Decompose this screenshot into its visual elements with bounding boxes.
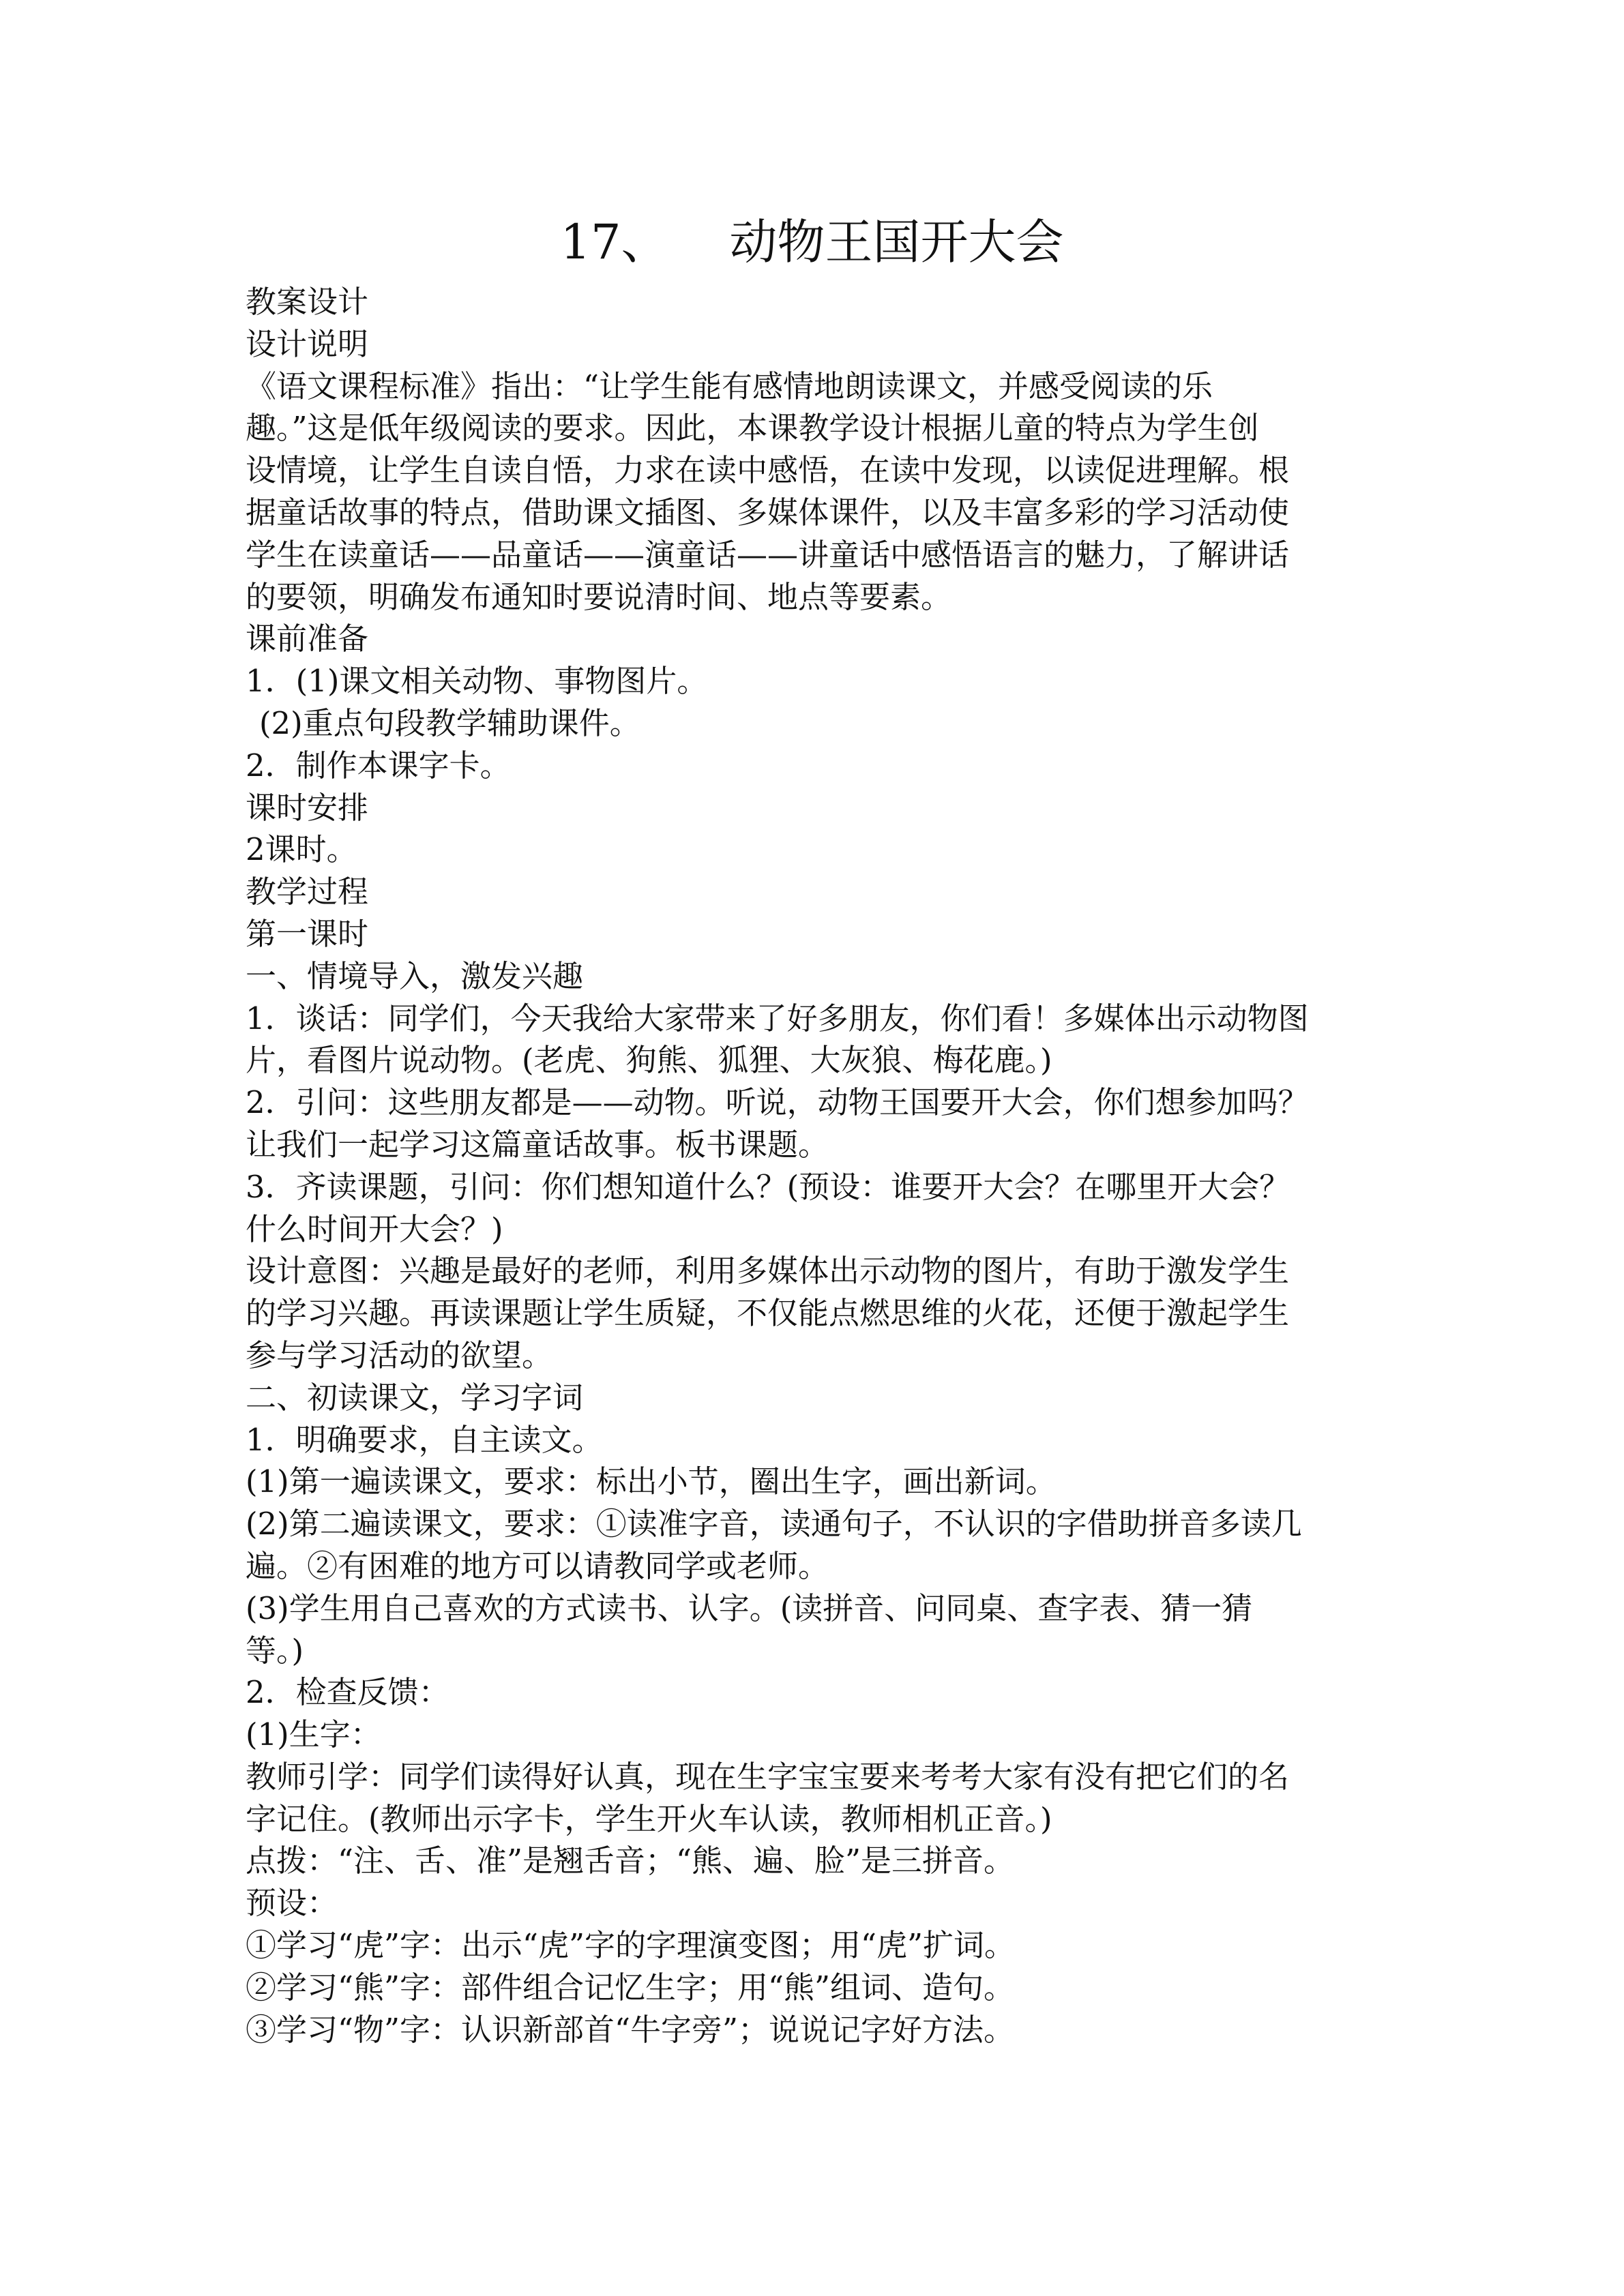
text-line: 什么时间开大会？) (246, 1210, 503, 1247)
text-line: (1)第一遍读课文，要求：标出小节，圈出生字，画出新词。 (246, 1463, 1057, 1500)
text-line: 课前准备 (246, 621, 369, 657)
text-line: (2)重点句段教学辅助课件。 (259, 704, 640, 741)
text-line: 2．引问：这些朋友都是——动物。听说，动物王国要开大会，你们想参加吗？ (246, 1084, 1309, 1121)
text-line: 趣。”这是低年级阅读的要求。因此，本课教学设计根据儿童的特点为学生创 (246, 410, 1259, 447)
text-line: 1．明确要求，自主读文。 (246, 1421, 603, 1458)
text-line: 教学过程 (246, 874, 369, 910)
text-line: 预设： (246, 1885, 338, 1922)
text-line: 2课时。 (246, 831, 357, 868)
text-line: 1．(1)课文相关动物、事物图片。 (246, 663, 708, 700)
text-line: 教案设计 (246, 284, 369, 320)
document-body (246, 281, 1391, 2051)
text-line: 的要领，明确发布通知时要说清时间、地点等要素。 (246, 578, 952, 615)
text-line: 据童话故事的特点，借助课文插图、多媒体课件，以及丰富多彩的学习活动使 (246, 494, 1290, 531)
text-line: 《语文课程标准》指出：“让学生能有感情地朗读课文，并感受阅读的乐 (246, 368, 1213, 404)
text-line: 3．齐读课题，引问：你们想知道什么？(预设：谁要开大会？在哪里开大会？ (246, 1168, 1290, 1205)
text-line: ②学习“熊”字：部件组合记忆生字；用“熊”组词、造句。 (246, 1969, 1015, 2006)
text-line: 2．制作本课字卡。 (246, 747, 511, 784)
text-line: 片，看图片说动物。(老虎、狗熊、狐狸、大灰狼、梅花鹿。) (246, 1042, 1052, 1079)
text-line: 让我们一起学习这篇童话故事。板书课题。 (246, 1126, 829, 1163)
text-line: 设计说明 (246, 325, 369, 362)
text-line: 点拨：“注、舌、准”是翘舌音；“熊、遍、脸”是三拼音。 (246, 1843, 1015, 1879)
text-line: 课时安排 (246, 789, 369, 826)
text-line: 二、初读课文，学习字词 (246, 1379, 584, 1416)
text-line: 遍。②有困难的地方可以请教同学或老师。 (246, 1547, 829, 1584)
text-line: 2．检查反馈： (246, 1674, 449, 1711)
text-line: ①学习“虎”字：出示“虎”字的字理演变图；用“虎”扩词。 (246, 1927, 1016, 1964)
text-line: (3)学生用自己喜欢的方式读书、认字。(读拼音、问同桌、查字表、猜一猜 (246, 1590, 1253, 1626)
text-line: 第一课时 (246, 915, 369, 952)
page-title: 17、 动物王国开大会 (560, 214, 1064, 270)
text-line: 参与学习活动的欲望。 (246, 1337, 553, 1373)
text-line: 的学习兴趣。再读课题让学生质疑，不仅能点燃思维的火花，还便于激起学生 (246, 1295, 1290, 1332)
text-line: 1．谈话：同学们，今天我给大家带来了好多朋友，你们看！多媒体出示动物图 (246, 1000, 1309, 1037)
text-line: (1)生字： (246, 1716, 381, 1753)
text-line: 设计意图：兴趣是最好的老师，利用多媒体出示动物的图片，有助于激发学生 (246, 1253, 1290, 1289)
text-line: ③学习“物”字：认识新部首“牛字旁”；说说记字好方法。 (246, 2011, 1015, 2048)
text-line: 学生在读童话——品童话——演童话——讲童话中感悟语言的魅力，了解讲话 (246, 536, 1290, 573)
text-line: 设情境，让学生自读自悟，力求在读中感悟，在读中发现，以读促进理解。根 (246, 452, 1290, 489)
text-line: 等。) (246, 1632, 304, 1669)
text-line: (2)第二遍读课文，要求：①读准字音，读通句子，不认识的字借助拼音多读几 (246, 1506, 1302, 1542)
text-line: 字记住。(教师出示字卡，学生开火车认读，教师相机正音。) (246, 1800, 1052, 1837)
text-line: 一、情境导入，激发兴趣 (246, 957, 584, 994)
text-line: 教师引学：同学们读得好认真，现在生字宝宝要来考考大家有没有把它们的名 (246, 1758, 1290, 1795)
